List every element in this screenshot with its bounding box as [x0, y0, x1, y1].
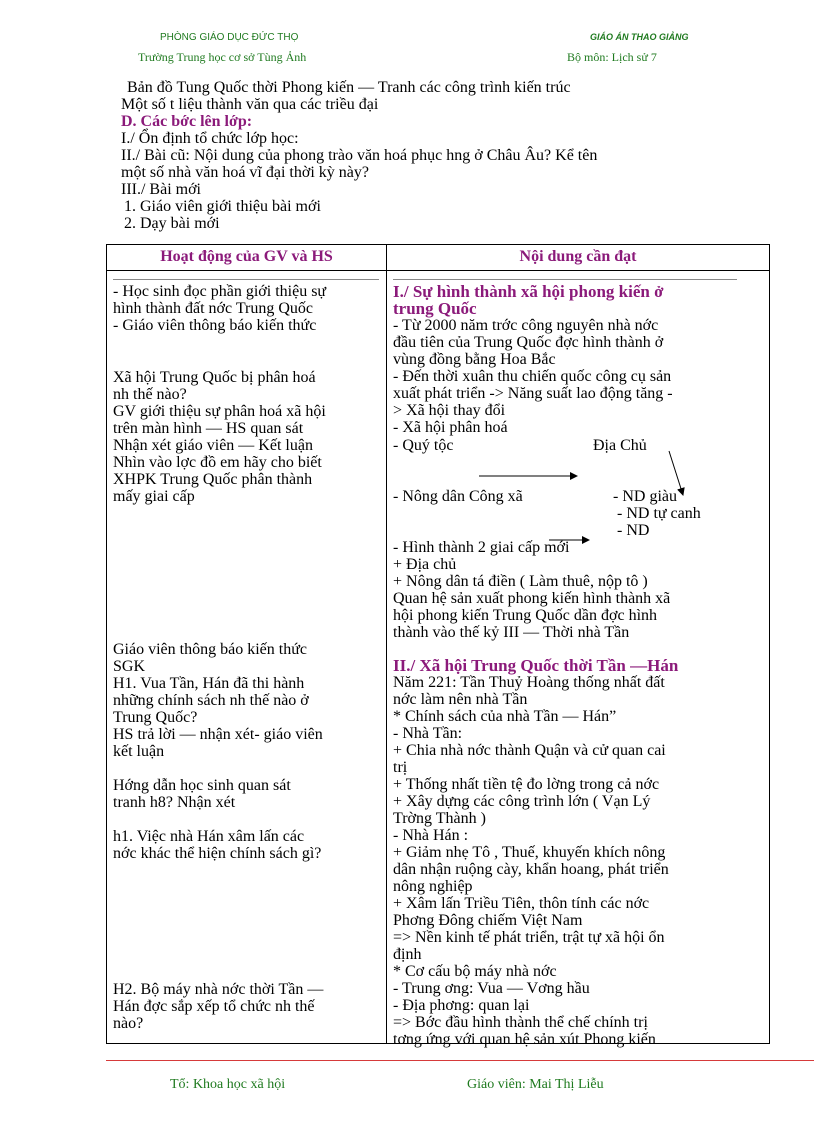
- step-3: III./ Bài mới: [121, 181, 201, 198]
- section-2-title: II./ Xã hội Trung Quốc thời Tần —Hán: [393, 656, 679, 675]
- department-name: PHÒNG GIÁO DỤC ĐỨC THỌ: [160, 32, 299, 43]
- step-2: II./ Bài cũ: Nội dung của phong trào văn hoá phục hng ở Châu Âu? Kể tên: [121, 147, 598, 164]
- class-nd-tu-canh: - ND tự canh: [617, 505, 701, 522]
- class-nd-giau: - ND giàu: [613, 488, 677, 505]
- left-block-5: h1. Việc nhà Hán xâm lấn các nớc khác thể hiện chính sách gì?: [113, 828, 322, 862]
- numbered-1: 1. Giáo viên giới thiệu bài mới: [124, 198, 321, 215]
- class-quy-toc: - Quý tộc: [393, 437, 454, 454]
- class-nd: - ND: [617, 522, 650, 539]
- section-1-cont: - Hình thành 2 giai cấp mới + Địa chủ + Nông dân tá điền ( Làm thuê, nộp tô ) Quan hệ sản xuất phong kiến hình thành xã hội phong kiến Trung Quốc dần đợc hình thành vào thế kỷ III — Thời nhà Tần: [393, 539, 671, 641]
- intro-line-1: Bản đồ Tung Quốc thời Phong kiến — Tranh các công trình kiến trúc: [127, 79, 571, 96]
- column-header-activities: Hoạt động của GV và HS: [160, 248, 333, 265]
- left-block-6: H2. Bộ máy nhà nớc thời Tần — Hán đợc sắp xếp tổ chức nh thế nào?: [113, 981, 324, 1032]
- lesson-table: [106, 244, 770, 1048]
- section-1-title: I./ Sự hình thành xã hội phong kiến ở: [393, 282, 664, 301]
- footer-divider: [106, 1060, 814, 1061]
- left-block-3: Giáo viên thông báo kiến thức SGK H1. Vua Tần, Hán đã thi hành những chính sách nh thế nào ở Trung Quốc? HS trả lời — nhận xét- giáo viên kết luận: [113, 641, 323, 760]
- section-1: I./ Sự hình thành xã hội phong kiến ở trung Quốc - Từ 2000 năm trớc công nguyên nhà nớc đầu tiên của Trung Quốc đợc hình thành ở vùng đồng bằng Hoa Bắc - Đến thời xuân thu chiến quốc công cụ sản xuất phát triển -> Năng suất lao động tăng - > Xã hội thay đổi - Xã hội phân hoá: [393, 282, 673, 436]
- class-diagram-arrows: [387, 425, 727, 555]
- right-separator: [393, 279, 737, 280]
- left-block-1: - Học sinh đọc phần giới thiệu sự hình thành đất nớc Trung Quốc - Giáo viên thông báo kiến thức: [113, 283, 327, 334]
- table-column-divider: [386, 245, 387, 1043]
- step-2-cont: một số nhà văn hoá vĩ đại thời kỳ này?: [121, 164, 369, 181]
- section-2: II./ Xã hội Trung Quốc thời Tần —Hán Năm 221: Tần Thuỷ Hoàng thống nhất đất nớc làm nên nhà Tần * Chính sách của nhà Tần — Hán” - Nhà Tần: + Chia nhà nớc thành Quận và cử quan cai trị + Thống nhất tiền tệ đo lờng trong cả nớc + Xây dựng các công trình lớn ( Vạn Lý Trờng Thành ) - Nhà Hán : + Giảm nhẹ Tô , Thuế, khuyến khích nông dân nhận ruộng cày, khẩn hoang, phát triển nông nghiệp + Xâm lấn Triều Tiên, thôn tính các nớc Phơng Đông chiếm Việt Nam => Nền kinh tế phát triển, trật tự xã hội ổn định * Cơ cấu bộ máy nhà nớc - Trung ơng: Vua — Vơng hầu - Địa phơng: quan lại => Bớc đầu hình thành thể chế chính trị tơng ứng với quan hệ sản xút Phong kiến: [393, 656, 679, 1048]
- class-nong-dan: - Nông dân Công xã: [393, 488, 523, 505]
- section-1-title-cont: trung Quốc: [393, 299, 477, 318]
- table-header-divider: [107, 270, 769, 271]
- footer-teacher: Giáo viên: Mai Thị Liễu: [467, 1077, 604, 1092]
- footer-group: Tổ: Khoa học xã hội: [170, 1077, 286, 1092]
- arrow-dia-chu-to-nd-giau: [669, 451, 683, 495]
- column-header-content: Nội dung cần đạt: [519, 248, 637, 265]
- subject-label: Bộ môn: Lịch sử 7: [567, 50, 657, 64]
- lesson-plan-title: GIÁO ÁN THAO GIẢNG: [590, 32, 689, 42]
- left-block-4: Hớng dẫn học sinh quan sát tranh h8? Nhận xét: [113, 777, 291, 811]
- left-separator: [113, 279, 379, 280]
- numbered-2: 2. Dạy bài mới: [124, 215, 220, 232]
- intro-line-2: Một số t liệu thành văn qua các triều đại: [121, 96, 379, 113]
- class-dia-chu: Địa Chủ: [593, 437, 647, 454]
- section-d-heading: D. Các bớc lên lớp:: [121, 113, 253, 130]
- step-1: I./ Ổn định tổ chức lớp học:: [121, 130, 299, 147]
- left-block-2: Xã hội Trung Quốc bị phân hoá nh thế nào? GV giới thiệu sự phân hoá xã hội trên màn hình — HS quan sát Nhận xét giáo viên — Kết luận Nhìn vào lợc đồ em hãy cho biết XHPK Trung Quốc phân thành mấy giai cấp: [113, 369, 326, 505]
- school-name: Trường Trung học cơ sở Tùng Ảnh: [138, 50, 307, 64]
